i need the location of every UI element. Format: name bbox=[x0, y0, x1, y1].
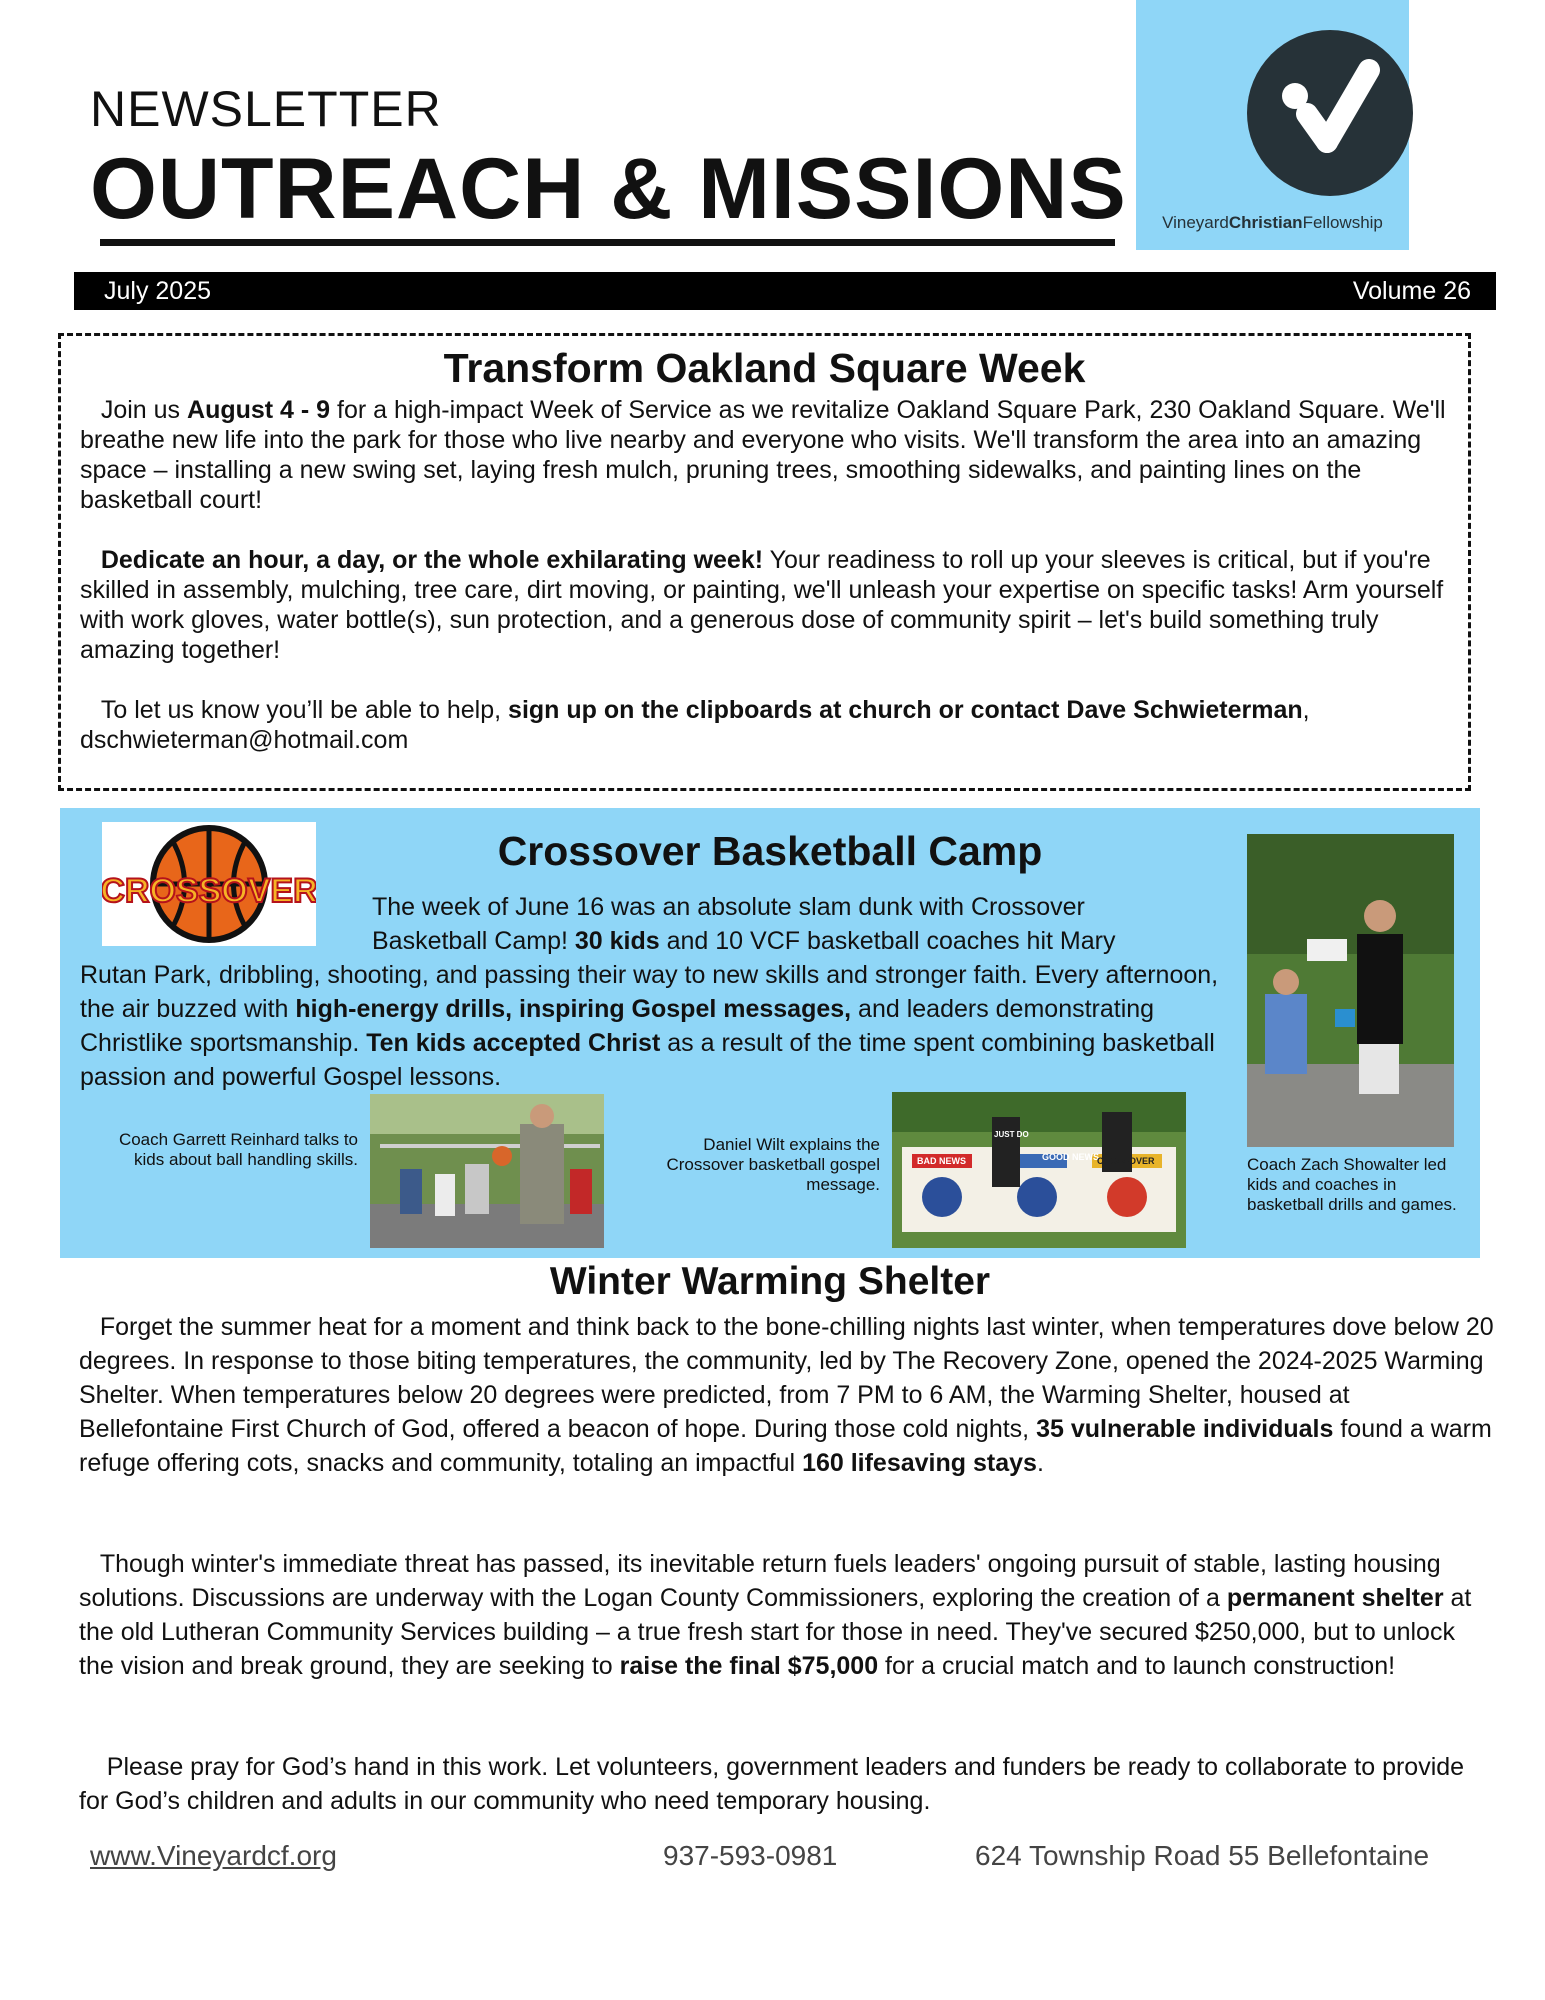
text-run: . bbox=[1036, 1449, 1044, 1477]
crossover-line-2 bbox=[80, 924, 1240, 958]
phone-number: 937-593-0981 bbox=[663, 1840, 838, 1871]
newsletter-label: NEWSLETTER bbox=[90, 81, 442, 137]
text-run-bold: 35 vulnerable individuals bbox=[1036, 1415, 1334, 1443]
winter-title: Winter Warming Shelter bbox=[549, 1260, 991, 1303]
transform-paragraph-3 bbox=[80, 695, 1450, 755]
crossover-line-1: The week of June 16 was an absolute slam dunk with Crossover bbox=[372, 893, 1085, 921]
photo-zach-showalter bbox=[1247, 834, 1454, 1147]
event-dates: August 4 - 9 bbox=[187, 396, 331, 424]
text-run: and leaders demonstrating Christlike sportsmanship. bbox=[80, 995, 1155, 1057]
caption-zach: Coach Zach Showalter led kids and coaches in basketball drills and games. bbox=[1247, 1155, 1457, 1214]
website-link[interactable]: www.Vineyardcf.org bbox=[90, 1840, 337, 1871]
logo-word-vineyard: Vineyard bbox=[1162, 213, 1229, 232]
text-run: and 10 VCF basketball coaches hit Mary bbox=[659, 927, 1116, 955]
winter-paragraph-2 bbox=[79, 1547, 1494, 1683]
vineyard-logo-icon bbox=[1247, 30, 1413, 196]
title-underline bbox=[100, 239, 1115, 246]
banner-good-news: GOOD NEWS bbox=[1042, 1152, 1100, 1162]
page-title: OUTREACH & MISSIONS bbox=[90, 141, 1127, 237]
photo-garrett-reinhard bbox=[370, 1094, 604, 1248]
transform-title: Transform Oakland Square Week bbox=[443, 345, 1086, 391]
date-bar bbox=[74, 272, 1496, 310]
text-run: Though winter's immediate threat has passed, its inevitable return fuels leaders' ongoing pursuit of stable, lasting housing solutions. Discussions are underway with the Logan County Commissioners, exploring the creation of a bbox=[79, 1550, 1441, 1612]
caption-garrett: Coach Garrett Reinhard talks to kids about ball handling skills. bbox=[118, 1130, 358, 1169]
text-run: Join us bbox=[100, 396, 188, 424]
transform-paragraph-2 bbox=[80, 545, 1450, 665]
vineyard-logo-glyph bbox=[1247, 30, 1413, 196]
winter-paragraph-3 bbox=[79, 1750, 1494, 1818]
text-run-bold: high-energy drills, inspiring Gospel messages, bbox=[295, 995, 852, 1023]
text-run-bold: Dedicate an hour, a day, or the whole exhilarating week! bbox=[100, 546, 764, 574]
kids-count: 30 kids bbox=[574, 927, 660, 955]
contact-email: , dschwieterman@hotmail.com bbox=[80, 696, 1310, 754]
text-run-bold: sign up on the clipboards at church or contact Dave Schwieterman bbox=[508, 696, 1303, 724]
text-run: Forget the summer heat for a moment and think back to the bone-chilling nights last winter, when temperatures dove below 20 degrees. In response to those biting temperatures, the community, led by The Recovery Zone, opened the 2024-2025 Warming Shelter. When temperatures below 20 degrees were predicted, from 7 PM to 6 AM, the Warming Shelter, housed at Bellefontaine First Church of God, offered a beacon of hope. During those cold nights, bbox=[79, 1313, 1494, 1443]
text-run: Please pray for God’s hand in this work. Let volunteers, government leaders and funders be ready to collaborate to provide for God’s children and adults in our community who need temporary housing. bbox=[79, 1753, 1465, 1815]
winter-paragraph-1 bbox=[79, 1310, 1494, 1480]
crossover-title: Crossover Basketball Camp bbox=[497, 828, 1043, 874]
text-run: for a high-impact Week of Service as we revitalize Oakland Square Park, 230 Oakland Square. We'll breathe new life into the park for those who live nearby and everyone who visits. We'll transform the area into an amazing space – installing a new swing set, laying fresh mulch, pruning trees, smoothing sidewalks, and painting lines on the basketball court! bbox=[80, 396, 1446, 514]
text-run: Rutan Park, dribbling, shooting, and passing their way to new skills and stronger faith. Every afternoon, the air buzzed with bbox=[80, 961, 1219, 1023]
text-run-bold: permanent shelter bbox=[1226, 1584, 1444, 1612]
address: 624 Township Road 55 Bellefontaine bbox=[975, 1840, 1430, 1871]
crossover-logo-text: CROSSOVER bbox=[102, 872, 316, 910]
shirt-text: JUST DO bbox=[994, 1130, 1029, 1139]
text-run: found a warm refuge offering cots, snacks and community, totaling an impactful bbox=[79, 1415, 1492, 1477]
text-run-bold: raise the final $75,000 bbox=[619, 1652, 879, 1680]
banner-bad-news: BAD NEWS bbox=[917, 1156, 966, 1166]
caption-daniel: Daniel Wilt explains the Crossover basketball gospel message. bbox=[666, 1135, 880, 1194]
text-run: To let us know you’ll be able to help, bbox=[100, 696, 509, 724]
text-run-bold: 160 lifesaving stays bbox=[802, 1449, 1037, 1477]
text-run-bold: Ten kids accepted Christ bbox=[366, 1029, 661, 1057]
crossover-paragraph bbox=[80, 890, 1240, 1094]
logo-wordmark bbox=[1136, 213, 1409, 233]
text-run: at the old Lutheran Community Services building – a true fresh start for those in need. They've secured $250,000, but to unlock the vision and break ground, they are seeking to bbox=[79, 1584, 1472, 1680]
issue-date: July 2025 bbox=[104, 277, 212, 305]
text-run: Basketball Camp! bbox=[372, 927, 575, 955]
photo-daniel-wilt bbox=[892, 1092, 1186, 1248]
text-run: for a crucial match and to launch construction! bbox=[878, 1652, 1396, 1680]
transform-paragraph-1 bbox=[80, 395, 1450, 515]
banner-crossover: CROSSOVER bbox=[1097, 1156, 1155, 1166]
text-run: as a result of the time spent combining basketball passion and powerful Gospel lessons. bbox=[80, 1029, 1215, 1091]
issue-volume: Volume 26 bbox=[1352, 277, 1471, 305]
logo-word-christian: Christian bbox=[1228, 213, 1303, 232]
text-run: Your readiness to roll up your sleeves is critical, but if you're skilled in assembly, mulching, tree care, dirt moving, or painting, we'll unleash your expertise on specific tasks! Arm yourself with work gloves, water bottle(s), sun protection, and a generous dose of community spirit – let's build something truly amazing together! bbox=[80, 546, 1444, 664]
logo-word-fellowship: Fellowship bbox=[1302, 213, 1383, 232]
